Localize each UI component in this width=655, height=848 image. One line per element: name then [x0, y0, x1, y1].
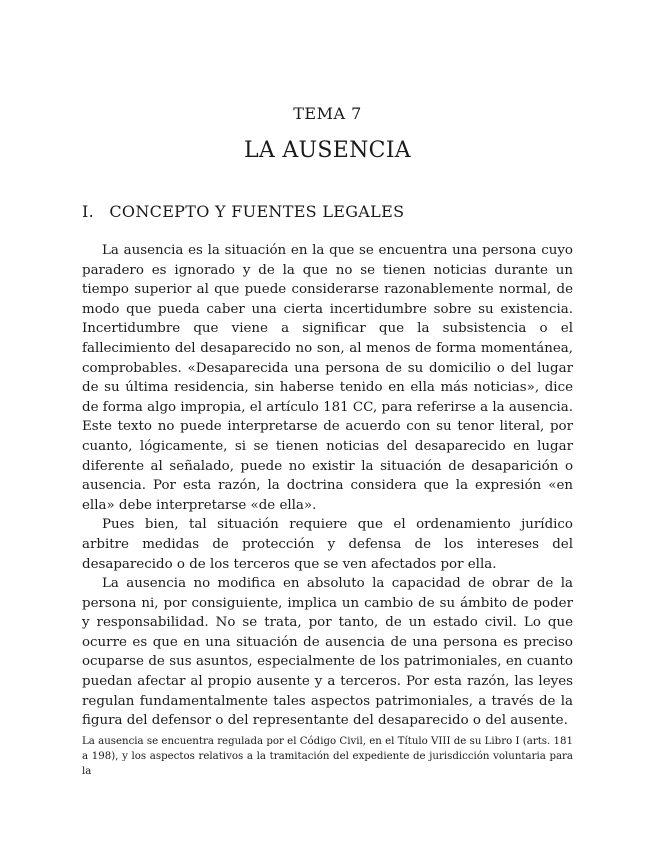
footnote: La ausencia se encuentra regulada por el Código Civil, en el Título VIII de su Libro I (arts. 181 a 198), y los aspectos relativos a la tramitación del expediente de jurisdicción voluntaria para la	[82, 736, 573, 777]
section-heading	[82, 202, 573, 221]
paragraph: La ausencia es la situación en la que se encuentra una persona cuyo paradero es ignorado y de la que no se tienen noticias durante un tiempo superior al que puede considerarse razonablemente normal, de modo que pueda caber una cierta incertidumbre sobre su existencia. Incertidumbre que viene a significar que la subsistencia o el fallecimiento del desaparecido no son, al menos de forma momentánea, comprobables. «Desaparecida una persona de su domicilio o del lugar de su última residencia, sin haberse tenido en ella más noticias», dice de forma algo impropia, el artículo 181 CC, para referirse a la ausencia. Este texto no puede interpretarse de acuerdo con su tenor literal, por cuanto, lógicamente, si se tienen noticias del desaparecido en lugar diferente al señalado, puede no existir la situación de desaparición o ausencia. Por esta razón, la doctrina considera que la expresión «en ella» debe interpretarse «de ella».	[82, 243, 573, 513]
chapter-label: TEMA 7	[293, 104, 362, 123]
paragraph: La ausencia no modifica en absoluto la capacidad de obrar de la persona ni, por consiguiente, implica un cambio de su ámbito de poder y responsabilidad. No se trata, por tanto, de un estado civil. Lo que ocurre es que en una situación de ausencia de una persona es preciso ocuparse de sus asuntos, especialmente de los patrimoniales, en cuanto puedan afectar al propio ausente y a terceros. Por esta razón, las leyes regulan fundamentalmente tales aspectos patrimoniales, a través de la figura del defensor o del representante del desaparecido o del ausente.	[82, 576, 573, 729]
section-heading-text: CONCEPTO Y FUENTES LEGALES	[109, 202, 405, 221]
paragraph: Pues bien, tal situación requiere que el ordenamiento jurídico arbitre medidas de protección y defensa de los intereses del desaparecido o de los terceros que se ven afectados por ella.	[82, 517, 573, 572]
body-text	[82, 241, 573, 731]
section-number: I.	[82, 202, 95, 221]
page-title: LA AUSENCIA	[243, 138, 411, 163]
